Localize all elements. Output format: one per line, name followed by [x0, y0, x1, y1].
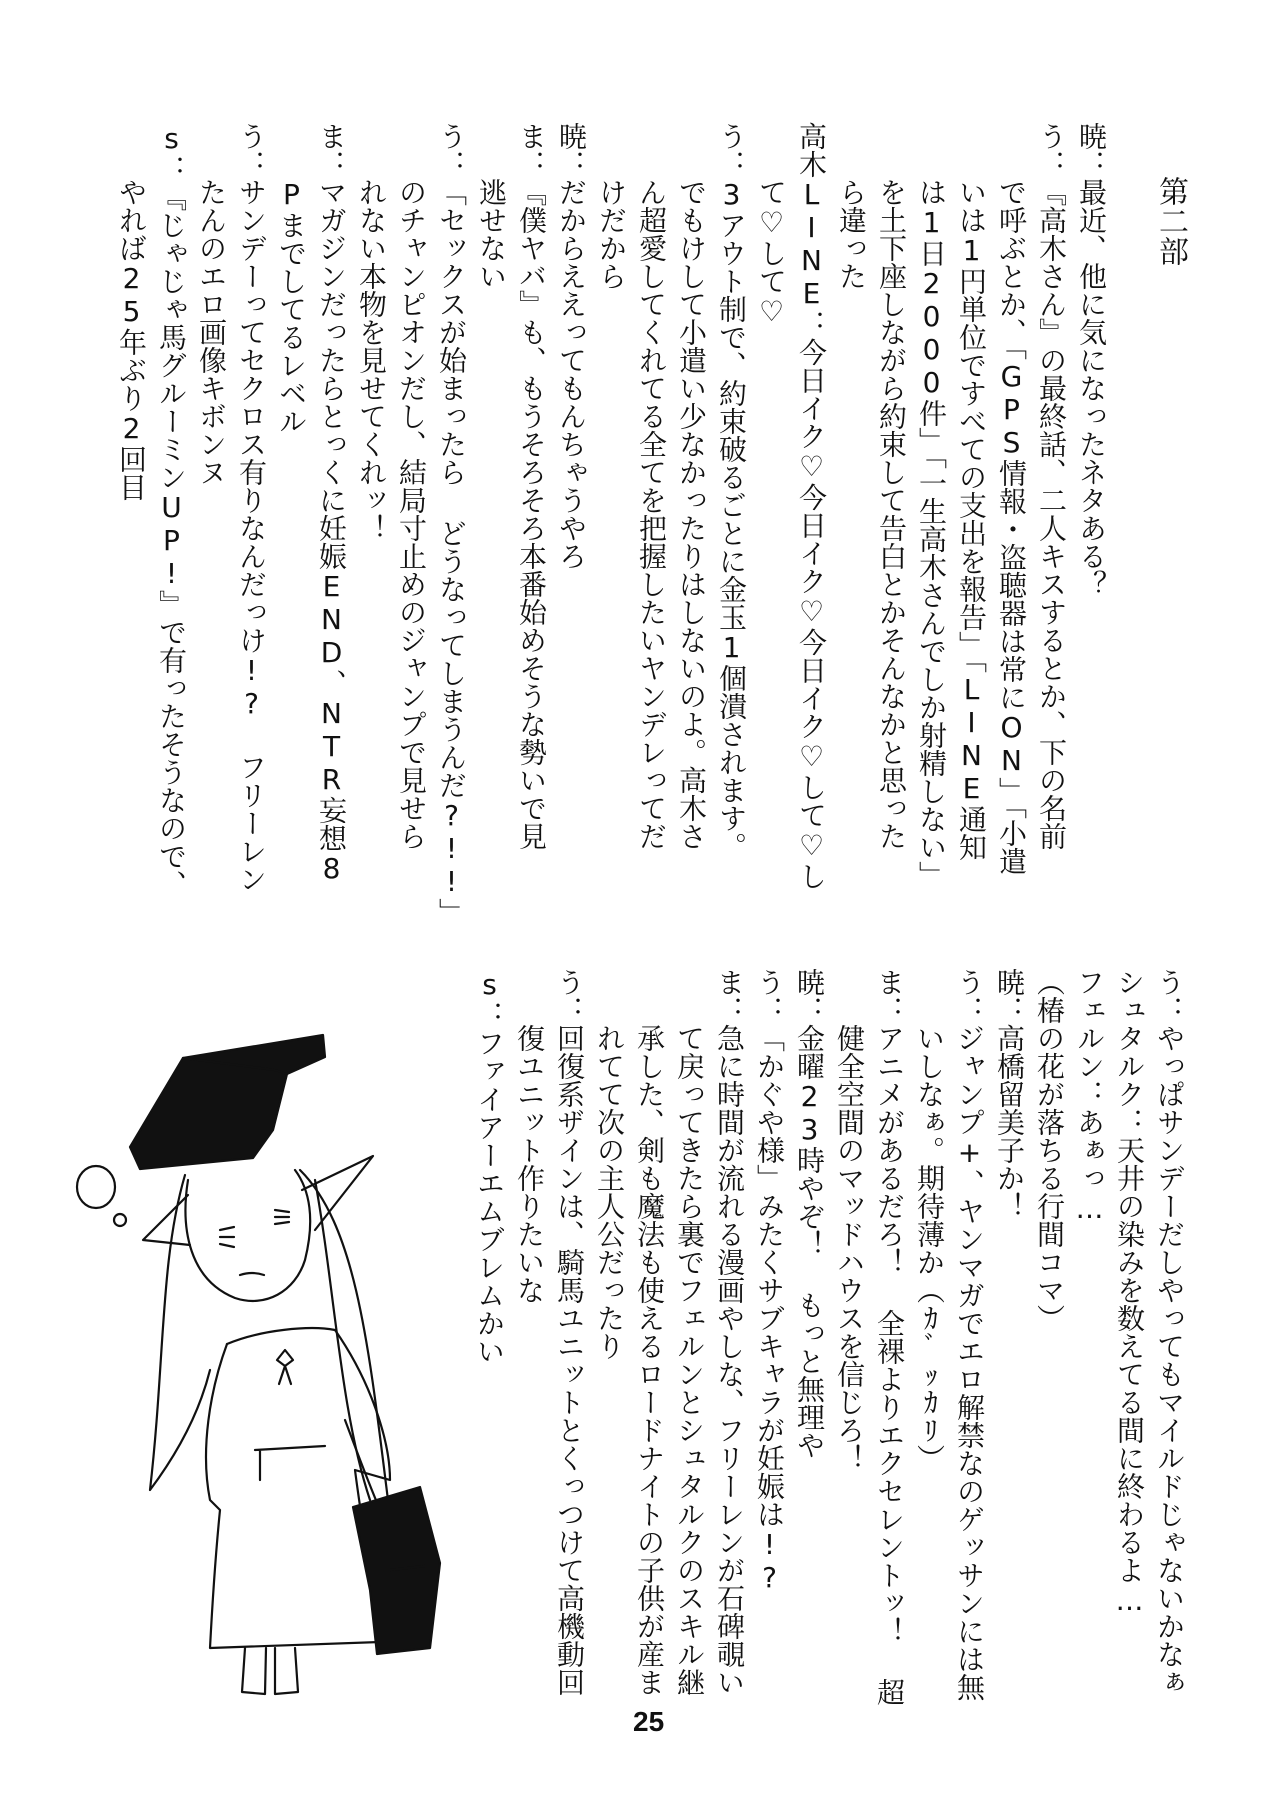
dialogue-text: れない本物を見せてくれッ！	[355, 178, 388, 542]
speaker-label: う	[235, 122, 268, 150]
dialogue-text: 「かぐや様」みたくサブキャラが妊娠は!?	[753, 1024, 786, 1594]
dialogue-block-top	[111, 122, 1111, 926]
dialogue-line	[151, 122, 191, 926]
speaker-label: う	[953, 968, 986, 996]
dialogue-text: を土下座しながら約束して告白とかそんなかと思った	[875, 178, 908, 850]
speaker-separator: ：	[1113, 1108, 1146, 1136]
dialogue-line	[311, 122, 351, 926]
dialogue-line	[1029, 968, 1069, 1706]
page-number: 25	[633, 1706, 665, 1737]
speaker-separator: ：	[435, 150, 468, 178]
dialogue-line-continuation	[911, 122, 951, 926]
dialogue-line	[549, 968, 589, 1706]
dialogue-line	[711, 122, 751, 926]
dialogue-line-continuation	[271, 122, 311, 926]
dialogue-text: やっぱサンデーだしやってもマイルドじゃないかなぁ	[1153, 1024, 1186, 1696]
speaker-separator: ：	[795, 310, 828, 338]
paper-in-hand	[353, 1487, 440, 1654]
dialogue-text: 健全空間のマッドハウスを信じろ！	[833, 1024, 866, 1472]
speaker-label: う	[435, 122, 468, 150]
dialogue-text: だからええってもんちゃうやろ	[555, 178, 588, 570]
dialogue-text: 天井の染みを数えてる間に終わるよ…	[1113, 1136, 1146, 1617]
speaker-label: ま	[515, 122, 548, 150]
dialogue-text: 高橋留美子か！	[993, 1024, 1026, 1220]
dialogue-line-continuation	[629, 968, 669, 1706]
dialogue-line	[789, 968, 829, 1706]
dialogue-text: は1日2000件」「一生高木さんでしか射精しない」	[915, 178, 948, 889]
speaker-label: 暁	[555, 122, 588, 150]
dialogue-line-continuation	[471, 122, 511, 926]
dialogue-line-continuation	[951, 122, 991, 926]
dialogue-line-continuation	[991, 122, 1031, 926]
dialogue-line	[551, 122, 591, 926]
speaker-label: う	[753, 968, 786, 996]
dialogue-line-continuation	[591, 122, 631, 926]
dialogue-text: 承した、剣も魔法も使えるロードナイトの子供が産ま	[633, 1024, 666, 1696]
speaker-separator: ：	[873, 996, 906, 1024]
dialogue-line	[1149, 968, 1189, 1706]
dialogue-text: けだから	[595, 178, 628, 290]
dialogue-text: ファイアーエムブレムかい	[473, 1029, 506, 1365]
speaker-separator: ：	[155, 155, 188, 183]
dialogue-line	[1069, 968, 1109, 1706]
dialogue-line-continuation	[829, 968, 869, 1706]
dialogue-text: のチャンピオンだし、結局寸止めのジャンプで見せら	[395, 178, 428, 850]
dialogue-block-bottom	[469, 968, 1189, 1706]
dialogue-line	[869, 968, 909, 1706]
dialogue-text: 『僕ヤバ』も、もうそろそろ本番始めそうな勢いで見	[515, 178, 548, 850]
dialogue-line-continuation	[671, 122, 711, 926]
dialogue-text: いは1円単位ですべての支出を報告」「LINE通知	[955, 178, 988, 861]
dialogue-text: 回復系ザインは、騎馬ユニットとくっつけて高機動回	[553, 1024, 586, 1696]
dialogue-text: て戻ってきたら裏でフェルンとシュタルクのスキル継	[673, 1024, 706, 1696]
dialogue-text: 逃せない	[475, 178, 508, 290]
dialogue-line-continuation	[351, 122, 391, 926]
dialogue-text: ジャンプ+、ヤンマガでエロ解禁なのゲッサンには無	[953, 1024, 986, 1701]
speaker-separator: ：	[1075, 150, 1108, 178]
dialogue-text: 『高木さん』の最終話、二人キスするとか、下の名前	[1035, 178, 1068, 850]
speaker-separator: ：	[793, 996, 826, 1024]
dialogue-text: ん超愛してくれてる全てを把握したいヤンデレってだ	[635, 178, 668, 850]
dialogue-text: れてて次の主人公だったり	[593, 1024, 626, 1360]
dialogue-line-continuation	[871, 122, 911, 926]
dialogue-line-continuation	[631, 122, 671, 926]
speaker-separator: ：	[713, 996, 746, 1024]
dialogue-text: 急に時間が流れる漫画やしな、フリーレンが石碑覗い	[713, 1024, 746, 1696]
speaker-separator: ：	[993, 996, 1026, 1024]
character-illustration	[70, 1030, 450, 1700]
speaker-separator: ：	[553, 996, 586, 1024]
dialogue-text: アニメがあるだろ！ 全裸よりエクセレントッ！ 超	[873, 1024, 906, 1706]
dialogue-text: たんのエロ画像キボンヌ	[195, 178, 228, 486]
speaker-label: ま	[315, 122, 348, 150]
speaker-label: ま	[713, 968, 746, 996]
dialogue-text: 3アウト制で、約束破るごとに金玉1個潰されます。	[715, 178, 748, 860]
dialogue-text: （椿の花が落ちる行間コマ）	[1033, 968, 1066, 1332]
speaker-label: う	[1153, 968, 1186, 996]
dialogue-line-continuation	[669, 968, 709, 1706]
dialogue-text: て♡して♡	[755, 178, 788, 328]
speaker-label: う	[715, 122, 748, 150]
dialogue-line	[1031, 122, 1071, 926]
right-ear	[302, 1156, 373, 1230]
speaker-separator: ：	[953, 996, 986, 1024]
dialogue-text: ら違った	[835, 178, 868, 290]
dialogue-line	[431, 122, 471, 926]
dialogue-text: 最近、他に気になったネタある？	[1075, 178, 1108, 598]
dialogue-text: 『じゃじゃ馬グルーミンUP!』で有ったそうなので、	[155, 183, 188, 898]
dialogue-text: 復ユニット作りたいな	[513, 1024, 546, 1304]
dialogue-text: Pまでしてるレベル	[275, 178, 308, 435]
speaker-label: s	[473, 968, 506, 1001]
thought-bubble-icon	[77, 1166, 126, 1226]
speaker-label: シュタルク	[1113, 968, 1146, 1108]
dialogue-line-continuation	[751, 122, 791, 926]
dialogue-line-continuation	[909, 968, 949, 1706]
dialogue-line	[469, 968, 509, 1706]
dialogue-line	[949, 968, 989, 1706]
dialogue-text: 今日イク♡今日イク♡今日イク♡して♡し	[795, 338, 828, 890]
speaker-separator: ：	[1035, 150, 1068, 178]
dialogue-line-continuation	[391, 122, 431, 926]
dialogue-line-continuation	[589, 968, 629, 1706]
dialogue-text: やれば25年ぶり2回目	[115, 178, 148, 501]
speaker-label: う	[1035, 122, 1068, 150]
speaker-label: フェルン	[1073, 968, 1106, 1080]
speaker-label: 暁	[993, 968, 1026, 996]
legs	[242, 1648, 298, 1694]
dialogue-line-continuation	[831, 122, 871, 926]
speaker-separator: ：	[555, 150, 588, 178]
speaker-separator: ：	[753, 996, 786, 1024]
dialogue-line	[791, 122, 831, 926]
speaker-separator: ：	[715, 150, 748, 178]
head	[143, 1156, 373, 1301]
dialogue-text: で呼ぶとか、「GPS情報・盗聴器は常にON」「小遣	[995, 178, 1028, 875]
speaker-separator: ：	[235, 150, 268, 178]
dialogue-text: あぁっ…	[1073, 1108, 1106, 1225]
dialogue-line-continuation	[191, 122, 231, 926]
speaker-separator: ：	[473, 1001, 506, 1029]
dialogue-line-continuation	[111, 122, 151, 926]
speaker-separator: ：	[1153, 996, 1186, 1024]
dialogue-line	[989, 968, 1029, 1706]
speaker-label: 高木LINE	[795, 122, 828, 310]
dialogue-text: でもけして小遣い少なかったりはしないのよ。高木さ	[675, 178, 708, 850]
dialogue-text: いしなぁ。期待薄か（ｶﾞｯｶﾘ）	[913, 1024, 946, 1472]
speaker-label: 暁	[1075, 122, 1108, 150]
dialogue-text: サンデーってセクロス有りなんだっけ!? フリーレン	[235, 178, 268, 893]
dialogue-line	[709, 968, 749, 1706]
speaker-separator: ：	[1073, 1080, 1106, 1108]
left-ear	[143, 1195, 190, 1245]
dialogue-line	[231, 122, 271, 926]
dress	[206, 1328, 390, 1648]
dialogue-line	[511, 122, 551, 926]
dialogue-line-continuation	[509, 968, 549, 1706]
dialogue-line	[1071, 122, 1111, 926]
speaker-label: う	[553, 968, 586, 996]
book-on-head	[130, 1035, 325, 1169]
dialogue-line	[749, 968, 789, 1706]
dialogue-text: 金曜23時やぞ！ もっと無理や	[793, 1024, 826, 1459]
speaker-separator: ：	[515, 150, 548, 178]
speaker-separator: ：	[315, 150, 348, 178]
speaker-label: 暁	[793, 968, 826, 996]
dialogue-line	[1109, 968, 1149, 1706]
speaker-label: ま	[873, 968, 906, 996]
speaker-label: s	[155, 122, 188, 155]
dialogue-text: マガジンだったらとっくに妊娠END、NTR妄想8	[315, 178, 348, 885]
dialogue-text: 「セックスが始まったら どうなってしまうんだ?!!」	[435, 178, 468, 926]
part-title: 第二部	[1153, 176, 1188, 266]
